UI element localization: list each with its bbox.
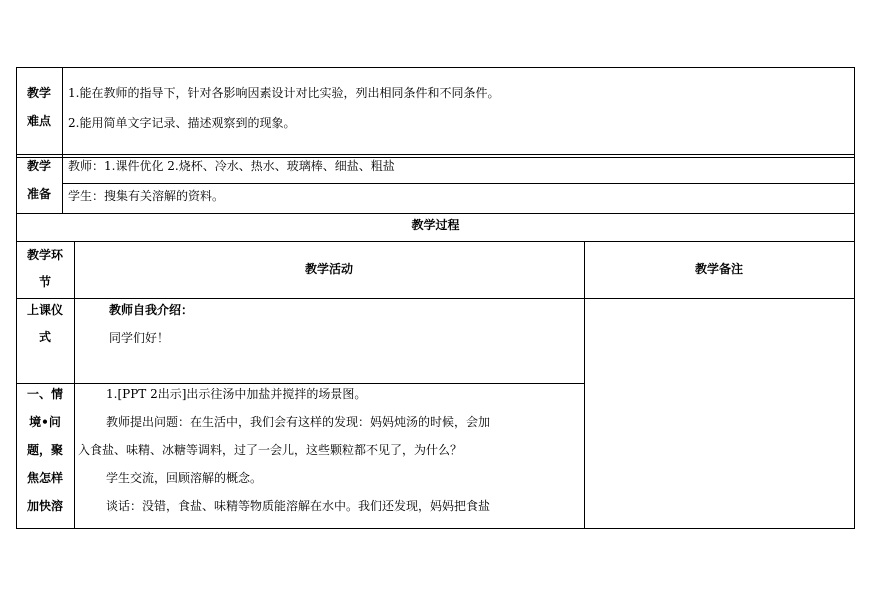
table-border-bottom [16,528,855,529]
table-border-left [16,67,17,529]
preparation-student: 学生：搜集有关溶解的资料。 [68,189,225,203]
lesson-plan-table [16,67,855,529]
section1-line: 入食盐、味精、冰糖等调料，过了一会儿，这些颗粒都不见了，为什么？ [78,443,463,457]
row-divider [16,154,855,155]
preparation-teacher: 教师：1.课件优化 2.烧杯、冷水、热水、玻璃棒、细盐、粗盐 [68,159,395,173]
row-divider [62,183,855,184]
preparation-label: 教学 [26,159,51,173]
table-border-top [16,67,855,68]
column-divider [584,241,585,529]
row-divider [16,157,855,158]
section1-label: 境•问 [29,415,61,429]
row-divider [16,298,855,299]
section1-line: 学生交流，回顾溶解的概念。 [106,471,263,485]
section1-label: 一、情 [26,387,63,401]
opening-line: 教师自我介绍： [109,303,194,317]
section1-label: 加快溶 [26,499,63,513]
row-divider [16,213,855,214]
header-stage: 节 [38,275,51,289]
table-border-right [854,67,855,529]
difficulty-item-1: 1.能在教师的指导下，针对各影响因素设计对比实验，列出相同条件和不同条件。 [68,86,500,100]
preparation-label: 准备 [26,187,51,201]
opening-line: 同学们好！ [109,331,170,345]
difficulty-item-2: 2.能用简单文字记录、描述观察到的现象。 [68,116,296,130]
header-activity: 教学活动 [304,262,353,276]
header-notes: 教学备注 [694,262,743,276]
opening-label: 上课仪 [26,303,63,317]
row-divider [16,241,855,242]
section1-line: 教师提出问题：在生活中，我们会有这样的发现：妈妈炖汤的时候，会加 [106,415,491,429]
process-title: 教学过程 [411,218,460,232]
column-divider [62,67,63,214]
section1-label: 题，聚 [26,443,63,457]
section1-label: 焦怎样 [26,471,63,485]
section1-line: 谈话：没错，食盐、味精等物质能溶解在水中。我们还发现，妈妈把食盐 [106,499,491,513]
section1-line: 1.[PPT 2出示]出示往汤中加盐并搅拌的场景图。 [106,387,367,401]
header-stage: 教学环 [26,248,63,262]
column-divider [74,241,75,529]
opening-label: 式 [38,330,51,344]
difficulty-label: 教学 [26,86,51,100]
row-divider [16,383,585,384]
difficulty-label: 难点 [26,114,51,128]
